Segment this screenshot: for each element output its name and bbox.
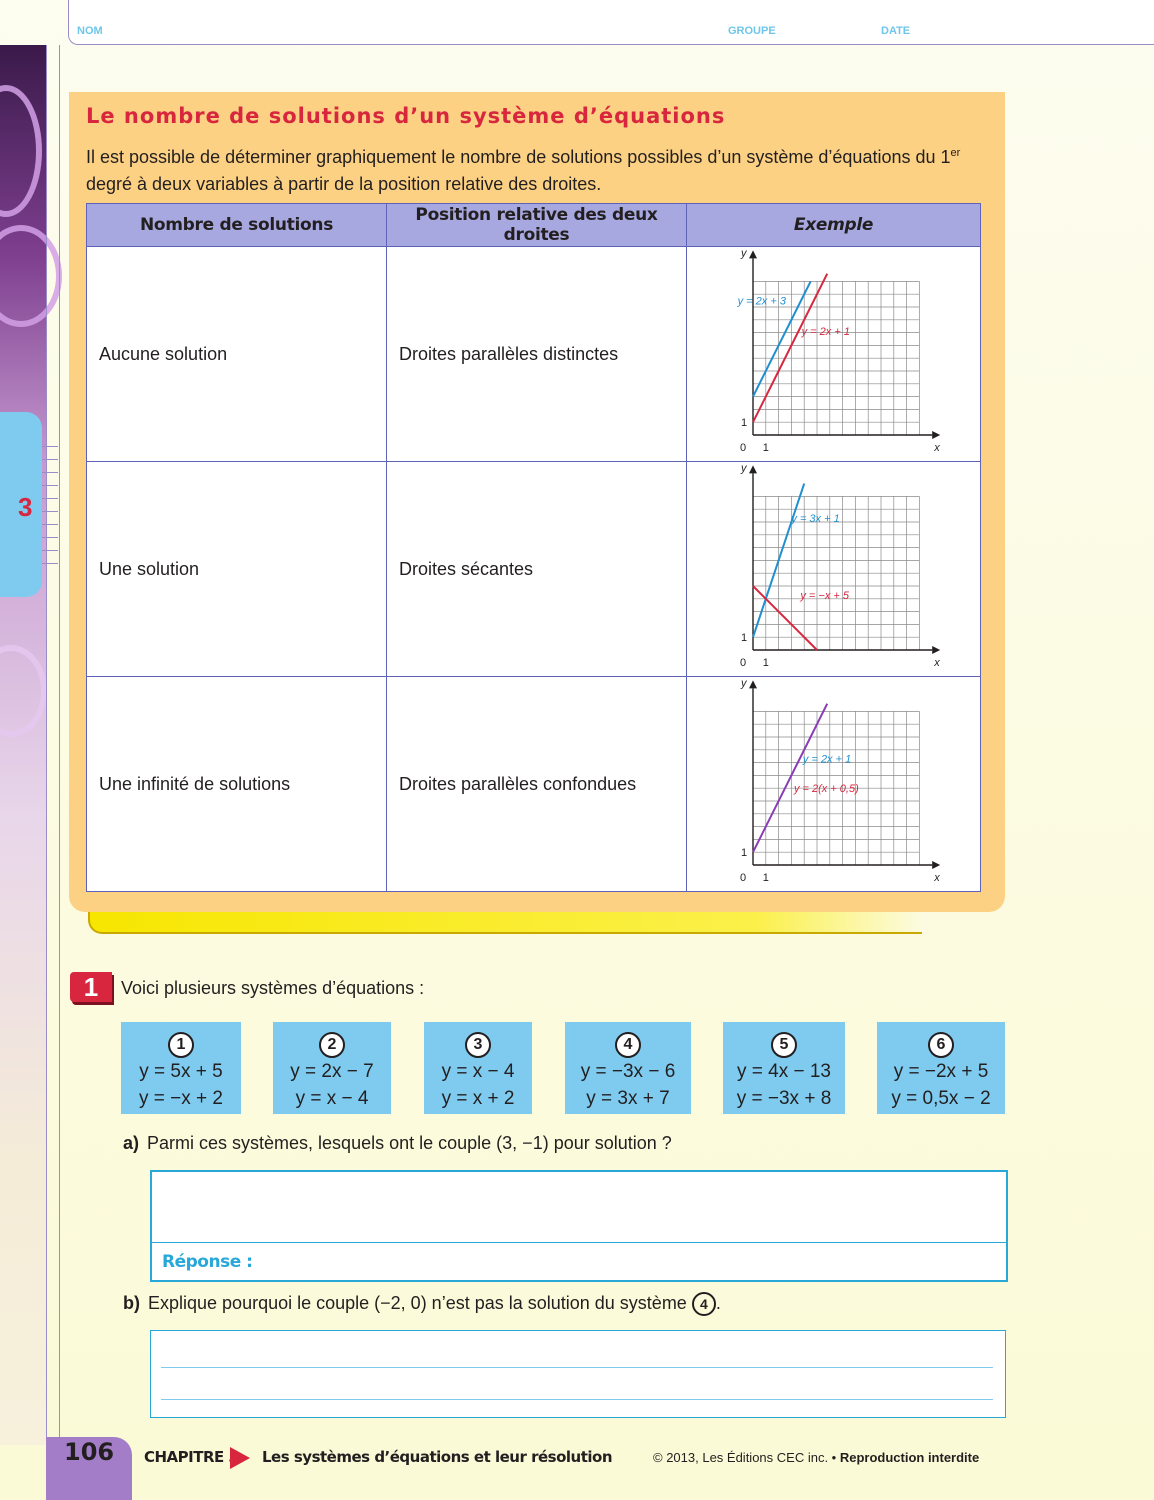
unit-y-label: 1 xyxy=(741,632,748,645)
solutions-table xyxy=(86,203,981,892)
theory-box-shadow xyxy=(88,912,922,934)
cell-position: Droites parallèles confondues xyxy=(387,677,687,892)
system-box: 5 y = 4x − 13 y = −3x + 8 xyxy=(723,1022,845,1114)
cell-solutions: Une solution xyxy=(87,462,387,677)
question-b: b) Explique pourquoi le couple (−2, 0) n’est pas la solution du système 4 . xyxy=(123,1292,721,1316)
x-arrow-icon xyxy=(932,861,940,869)
axis-y-label: y xyxy=(741,679,747,690)
footer-arrow-icon xyxy=(230,1447,250,1469)
axis-x-label: x xyxy=(934,442,940,454)
answer-line xyxy=(161,1399,993,1400)
answer-box-a[interactable] xyxy=(150,1170,1008,1282)
x-arrow-icon xyxy=(932,431,940,439)
axis-y-label: y xyxy=(741,249,747,260)
graph-cell xyxy=(687,247,981,462)
decor-curl xyxy=(0,645,47,737)
table-row xyxy=(87,247,981,462)
unit-x-label: 1 xyxy=(762,657,769,669)
graph-coincident xyxy=(731,679,941,889)
table-row xyxy=(87,677,981,892)
header-position: Position relative des deux droites xyxy=(387,204,687,247)
exercise-number: 1 xyxy=(70,972,112,1002)
y-arrow-icon xyxy=(749,250,757,258)
graph-line-label: y = 2x + 1 xyxy=(802,753,852,766)
page-number: 106 xyxy=(64,1438,115,1466)
footer-chapter: CHAPITRE 3 xyxy=(144,1448,239,1466)
origin-label: 0 xyxy=(740,442,747,454)
cell-solutions: Une infinité de solutions xyxy=(87,677,387,892)
graph-line-label: y = 3x + 1 xyxy=(791,513,840,525)
system-box: 4 y = −3x − 6 y = 3x + 7 xyxy=(565,1022,691,1114)
axis-x-label: x xyxy=(934,872,940,884)
chapter-tab-number: 3 xyxy=(18,492,33,522)
graph-cell xyxy=(687,677,981,892)
graph-line-label: y = 2(x + 0,5) xyxy=(793,783,859,796)
theory-title: Le nombre de solutions d’un système d’équations xyxy=(86,104,726,128)
exercise-intro: Voici plusieurs systèmes d’équations : xyxy=(121,978,425,998)
graph-line-label: y = 2x + 1 xyxy=(801,326,850,339)
cell-position: Droites sécantes xyxy=(387,462,687,677)
nom-label: NOM xyxy=(77,25,103,37)
date-label: DATE xyxy=(881,25,911,37)
unit-y-label: 1 xyxy=(741,417,748,430)
unit-x-label: 1 xyxy=(762,442,769,454)
cell-solutions: Aucune solution xyxy=(87,247,387,462)
x-arrow-icon xyxy=(932,646,940,654)
graph-line-label: y = −x + 5 xyxy=(800,589,849,602)
system-box: 3 y = x − 4 y = x + 2 xyxy=(424,1022,532,1114)
graph-cell xyxy=(687,462,981,677)
answer-line xyxy=(161,1367,993,1368)
y-arrow-icon xyxy=(749,465,757,473)
unit-x-label: 1 xyxy=(762,872,769,884)
graph-line xyxy=(753,704,827,852)
header-exemple: Exemple xyxy=(687,204,981,247)
system-ref: 4 xyxy=(692,1292,716,1316)
reponse-label: Réponse : xyxy=(152,1242,1006,1281)
margin-lines xyxy=(46,45,60,1500)
system-box: 1 y = 5x + 5 y = −x + 2 xyxy=(121,1022,241,1114)
axis-x-label: x xyxy=(934,657,940,669)
footer-copyright: © 2013, Les Éditions CEC inc. • Reproduction interdite xyxy=(653,1450,980,1465)
footer-title: Les systèmes d’équations et leur résolution xyxy=(262,1448,613,1466)
unit-y-label: 1 xyxy=(741,847,748,860)
axis-y-label: y xyxy=(741,464,747,475)
graph-secant xyxy=(731,464,941,674)
system-box: 6 y = −2x + 5 y = 0,5x − 2 xyxy=(877,1022,1005,1114)
groupe-label: GROUPE xyxy=(728,25,776,37)
system-box: 2 y = 2x − 7 y = x − 4 xyxy=(273,1022,391,1114)
header-nombre: Nombre de solutions xyxy=(87,204,387,247)
origin-label: 0 xyxy=(740,872,747,884)
answer-box-b[interactable] xyxy=(150,1330,1006,1418)
theory-text: Il est possible de déterminer graphiquement le nombre de solutions possibles d’un système d’équations du 1er degré à deux variables à partir de la position relative des droites. xyxy=(86,147,961,194)
question-a: a) Parmi ces systèmes, lesquels ont le couple (3, −1) pour solution ? xyxy=(123,1133,672,1153)
graph-line-label: y = 2x + 3 xyxy=(737,295,786,308)
origin-label: 0 xyxy=(740,657,747,669)
graph-parallel-distinct xyxy=(731,249,941,459)
name-group-date-header xyxy=(68,0,1154,45)
left-decoration xyxy=(0,45,46,1445)
table-row xyxy=(87,462,981,677)
cell-position: Droites parallèles distinctes xyxy=(387,247,687,462)
decor-curl xyxy=(0,85,42,217)
y-arrow-icon xyxy=(749,680,757,688)
